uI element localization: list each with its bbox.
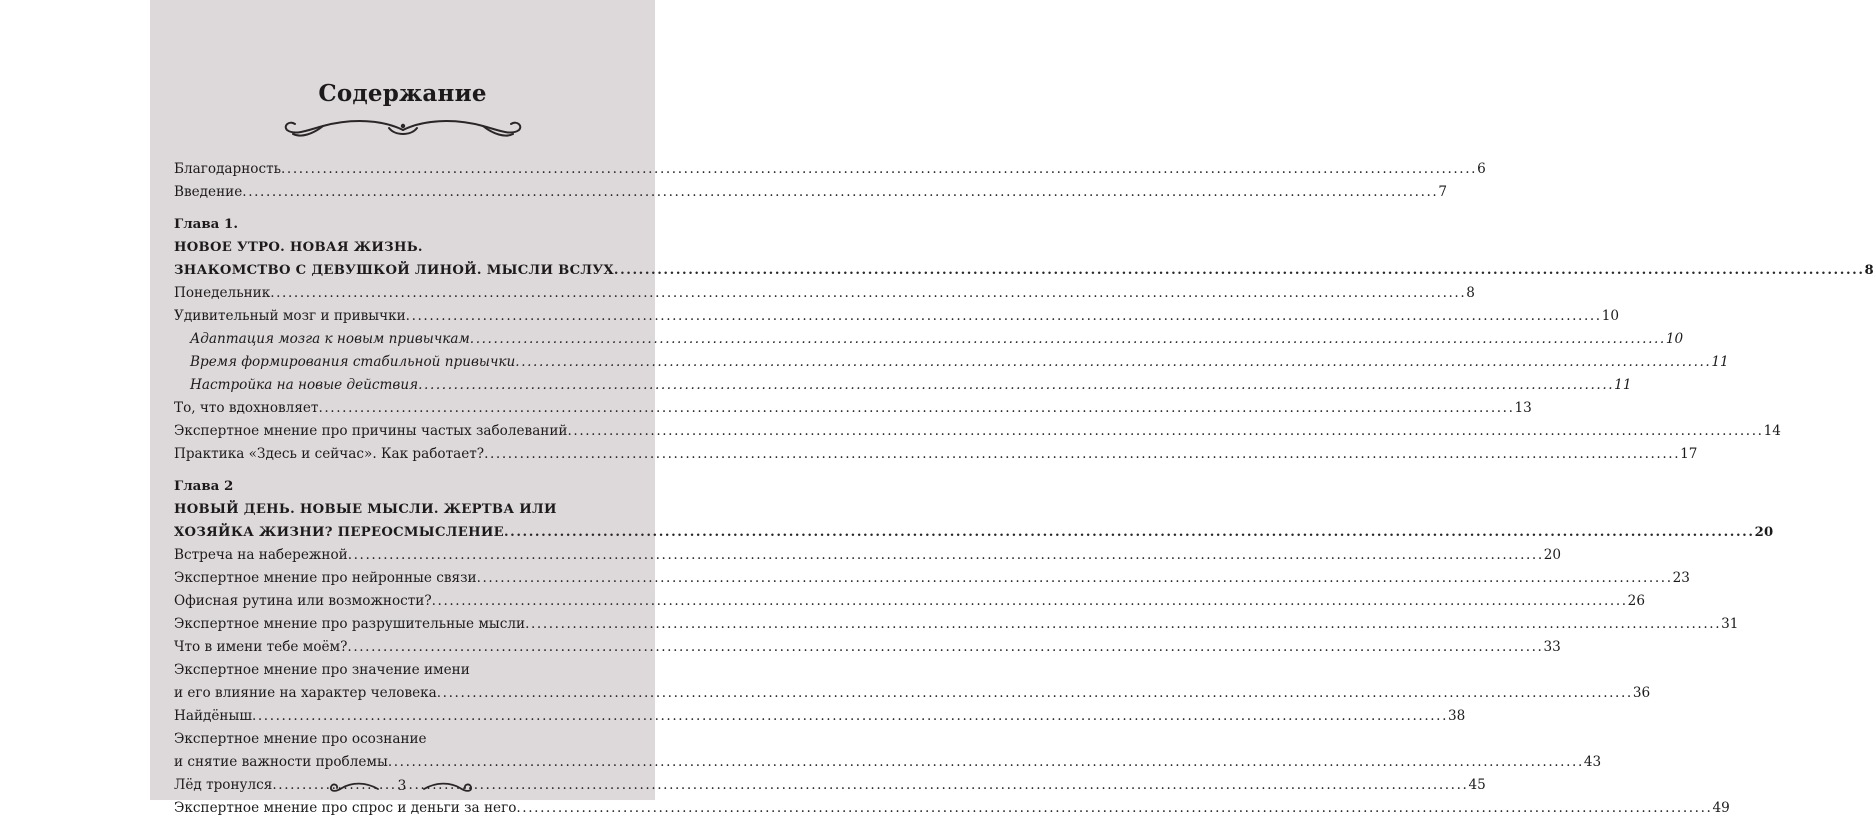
- toc-entry: [174, 420, 1781, 443]
- dot-leader: [568, 420, 1764, 443]
- section-gap: [174, 466, 622, 475]
- toc-page-number: 43: [1583, 754, 1602, 770]
- dot-leader: [515, 351, 1711, 374]
- toc-page-number: 33: [1543, 639, 1561, 655]
- toc-entry: [174, 397, 1532, 420]
- dot-leader: [270, 282, 1466, 305]
- dot-leader: [318, 397, 1514, 420]
- dot-leader: [516, 797, 1712, 820]
- toc-entry-text: Лёд тронулся: [174, 777, 273, 793]
- dot-leader: [470, 328, 1666, 351]
- toc-page-number: 10: [1601, 308, 1620, 324]
- page-footer: [150, 776, 655, 800]
- toc-entry-text: То, что вдохновляет: [174, 400, 319, 416]
- toc-entry-text: ЗНАКОМСТВО С ДЕВУШКОЙ ЛИНОЙ. МЫСЛИ ВСЛУХ: [174, 263, 614, 278]
- toc-entry-text: Экспертное мнение про причины частых заболеваний: [174, 423, 568, 439]
- dot-leader: [281, 158, 1477, 181]
- toc-entry: [174, 705, 1466, 728]
- toc-page-number: 45: [1468, 777, 1486, 793]
- toc-page-number: 31: [1721, 616, 1739, 632]
- toc-page-number: 14: [1763, 423, 1781, 439]
- chapter-title-line: [174, 521, 1774, 544]
- toc-entry-text: и его влияние на характер человека: [174, 685, 437, 701]
- toc-page-number: 11: [1614, 377, 1632, 393]
- toc-page-number: 23: [1672, 570, 1690, 586]
- toc-entry-text: Экспертное мнение про нейронные связи: [174, 570, 477, 586]
- toc-entry-text: Встреча на набережной: [174, 547, 348, 563]
- toc-page-number: 20: [1543, 547, 1562, 563]
- toc-page-number: 36: [1632, 685, 1651, 701]
- toc-page-number: 11: [1711, 354, 1729, 370]
- chapter-title-line: [174, 259, 1874, 282]
- dot-leader: [418, 374, 1614, 397]
- flourish-left-icon: [328, 780, 380, 796]
- dot-leader: [388, 751, 1584, 774]
- toc-entry-line: Экспертное мнение про значение имени: [174, 662, 470, 678]
- toc-page-number: 49: [1712, 800, 1730, 816]
- toc-entry-text: Понедельник: [174, 285, 271, 301]
- toc-entry-text: Что в имени тебе моём?: [174, 639, 348, 655]
- toc-subentry: [174, 328, 1684, 351]
- dot-leader: [242, 181, 1438, 204]
- toc-entry: [174, 567, 1690, 590]
- chapter-heading: Глава 2: [174, 478, 234, 494]
- dot-leader: [437, 682, 1633, 705]
- toc-page-number: 26: [1627, 593, 1645, 609]
- toc-page-number: 8: [1466, 285, 1475, 301]
- chapter-title-line: НОВОЕ УТРО. НОВАЯ ЖИЗНЬ.: [174, 240, 423, 255]
- chapter-heading: Глава 1.: [174, 216, 238, 232]
- toc-page-number: 10: [1665, 331, 1684, 347]
- toc-entry: [174, 282, 1475, 305]
- dot-leader: [252, 705, 1448, 728]
- toc-entry-text: Адаптация мозга к новым привычкам: [190, 331, 470, 347]
- book-page: [150, 0, 1874, 816]
- toc-entry: [174, 443, 1698, 466]
- dot-leader: [504, 521, 1755, 544]
- flourish-right-icon: [422, 780, 474, 796]
- toc-entry-text: Время формирования стабильной привычки: [190, 354, 516, 370]
- page-title: Содержание: [318, 80, 487, 107]
- chapter-title-line: НОВЫЙ ДЕНЬ. НОВЫЕ МЫСЛИ. ЖЕРТВА ИЛИ: [174, 502, 557, 517]
- toc-page-number: 17: [1680, 446, 1698, 462]
- dot-leader: [614, 259, 1865, 282]
- toc-page-number: 38: [1448, 708, 1466, 724]
- toc-entry: [174, 590, 1645, 613]
- toc-page-number: 6: [1477, 161, 1486, 177]
- toc-entry-text: Введение: [174, 184, 243, 200]
- dot-leader: [347, 636, 1543, 659]
- toc-entry-text: Настройка на новые действия: [190, 377, 419, 393]
- dot-leader: [477, 567, 1673, 590]
- toc-subentry: [174, 374, 1632, 397]
- toc-entry-text: и снятие важности проблемы: [174, 754, 388, 770]
- toc-page-number: 7: [1438, 184, 1447, 200]
- section-gap: [174, 204, 622, 213]
- toc-entry: [174, 751, 1602, 774]
- toc-entry: [174, 305, 1620, 328]
- dot-leader: [432, 590, 1628, 613]
- toc-entry: [174, 682, 1651, 705]
- flourish-divider-icon: [283, 114, 523, 144]
- toc-entry-line: Экспертное мнение про осознание: [174, 731, 427, 747]
- toc-page-number: 8: [1864, 263, 1874, 278]
- table-of-contents: [174, 158, 1874, 820]
- toc-entry: [174, 636, 1561, 659]
- toc-entry: [174, 544, 1562, 567]
- page-number: 3: [397, 778, 407, 794]
- dot-leader: [348, 544, 1544, 567]
- dot-leader: [525, 613, 1721, 636]
- toc-page-number: 13: [1514, 400, 1532, 416]
- toc-entry: [174, 181, 1447, 204]
- toc-entry-text: Найдёныш: [174, 708, 252, 724]
- toc-entry-text: ХОЗЯЙКА ЖИЗНИ? ПЕРЕОСМЫСЛЕНИЕ: [174, 525, 504, 540]
- toc-entry-text: Экспертное мнение про спрос и деньги за него: [174, 800, 517, 816]
- toc-entry-text: Офисная рутина или возможности?: [174, 593, 432, 609]
- toc-entry: [174, 158, 1486, 181]
- toc-entry-text: Практика «Здесь и сейчас». Как работает?: [174, 446, 485, 462]
- dot-leader: [406, 305, 1602, 328]
- toc-entry-text: Экспертное мнение про разрушительные мысли: [174, 616, 526, 632]
- toc-entry-text: Удивительный мозг и привычки: [174, 308, 406, 324]
- toc-entry: [174, 797, 1730, 820]
- toc-subentry: [174, 351, 1729, 374]
- toc-entry-text: Благодарность: [174, 161, 281, 177]
- toc-entry: [174, 613, 1739, 636]
- dot-leader: [484, 443, 1680, 466]
- toc-page-number: 20: [1754, 525, 1774, 540]
